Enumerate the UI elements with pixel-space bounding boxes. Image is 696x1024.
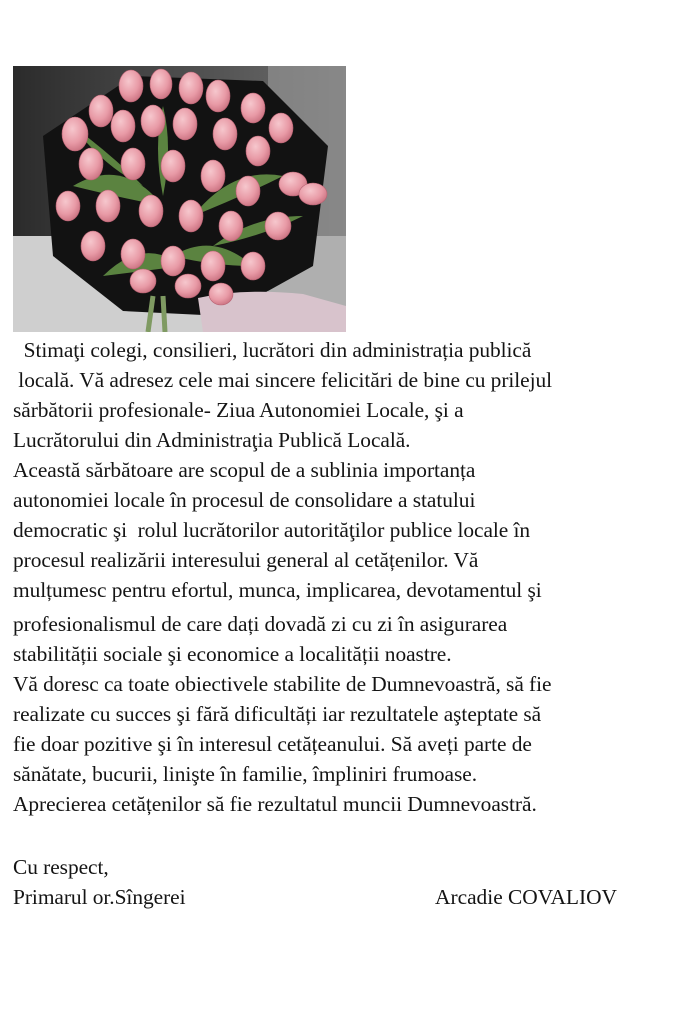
- tulip-bouquet-image: [13, 66, 346, 332]
- letter-line: fie doar pozitive şi în interesul cetățeanului. Să aveți parte de: [13, 732, 532, 756]
- letter-line: Vă doresc ca toate obiectivele stabilite de Dumnevoastră, să fie: [13, 672, 552, 696]
- letter-line: stabilității sociale şi economice a localității noastre.: [13, 642, 452, 666]
- signature-title: Primarul or.Sîngerei: [13, 885, 186, 909]
- letter-line: sănătate, bucurii, linişte în familie, împliniri frumoase.: [13, 762, 478, 786]
- letter-line: autonomiei locale în procesul de consolidare a statului: [13, 488, 476, 512]
- letter-line: Aprecierea cetățenilor să fie rezultatul muncii Dumnevoastră.: [13, 792, 537, 816]
- letter-line: locală. Vă adresez cele mai sincere felicitări de bine cu prilejul: [13, 368, 553, 392]
- closing-text: Cu respect,: [13, 855, 109, 879]
- letter-line: procesul realizării interesului general al cetățenilor. Vă: [13, 548, 479, 572]
- signature-name: Arcadie COVALIOV: [435, 885, 617, 909]
- letter-line: Această sărbătoare are scopul de a sublinia importanța: [13, 458, 476, 482]
- letter-line: realizate cu succes şi fără dificultăți iar rezultatele aşteptate să: [13, 702, 542, 726]
- letter-line: Stimaţi colegi, consilieri, lucrători din administrația publică: [13, 338, 532, 362]
- letter-line: Lucrătorului din Administraţia Publică Locală.: [13, 428, 411, 452]
- letter-line: mulțumesc pentru efortul, munca, implicarea, devotamentul şi: [13, 578, 542, 602]
- letter-line: profesionalismul de care dați dovadă zi cu zi în asigurarea: [13, 612, 508, 636]
- bouquet-illustration: [13, 66, 346, 332]
- letter-line: sărbătorii profesionale- Ziua Autonomiei Locale, şi a: [13, 398, 464, 422]
- letter-line: democratic şi rolul lucrătorilor autorităţilor publice locale în: [13, 518, 531, 542]
